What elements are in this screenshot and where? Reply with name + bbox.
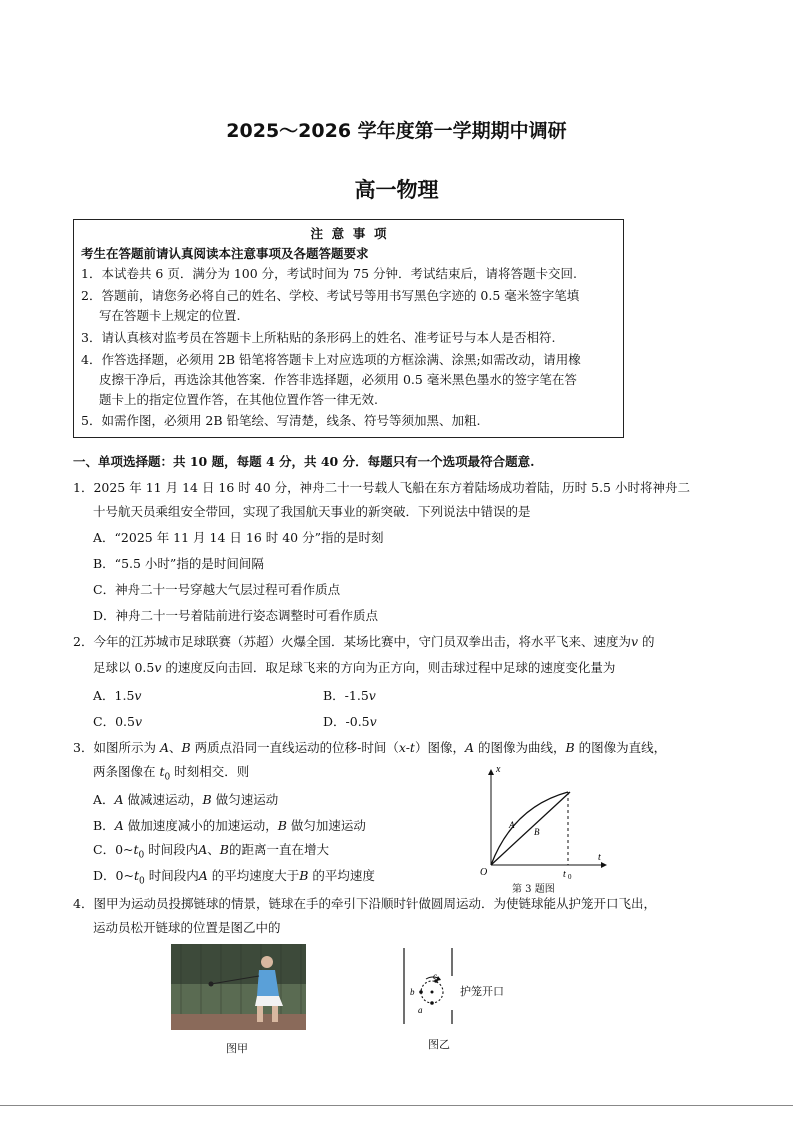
q2-stem: 2．今年的江苏城市足球联赛（苏超）火爆全国．某场比赛中，守门员双拳出击，将水平飞来、速度为v 的 [73, 634, 655, 649]
notice-item: 1．本试卷共 6 页．满分为 100 分，考试时间为 75 分钟．考试结束后，请将答题卡交回. [81, 266, 577, 281]
section-heading: 一、单项选择题：共 10 题，每题 4 分，共 40 分．每题只有一个选项最符合题意. [73, 454, 535, 469]
label-c: c [433, 971, 437, 981]
q3-option-a: A．A 做减速运动，B 做匀速运动 [93, 792, 279, 807]
q3-stem: 3．如图所示为 A、B 两质点沿同一直线运动的位移-时间（x-t）图像，A 的图像为曲线，B 的图像为直线， [73, 740, 667, 755]
notice-item: 题卡上的指定位置作答，在其他位置作答一律无效. [99, 392, 378, 407]
center-point [431, 991, 434, 994]
q2-option-c: C．0.5v [93, 714, 143, 729]
notice-item: 3．请认真核对监考员在答题卡上所粘贴的条形码上的姓名、准考证号与本人是否相符. [81, 330, 556, 345]
q3-xt-graph [478, 762, 618, 894]
exam-title: 2025～2026 学年度第一学期期中调研 [226, 120, 567, 142]
q1-option-d: D．神舟二十一号着陆前进行姿态调整时可看作质点 [93, 608, 379, 623]
q3-option-c: C．$0\sim t_0$ 时间段内A、B的距离一直在增大 [93, 842, 329, 861]
q2-stem: 足球以 0.5v 的速度反向击回．取足球飞来的方向为正方向，则击球过程中足球的速度变化量为 [93, 660, 616, 675]
q2-option-d: D．-0.5v [323, 714, 377, 729]
q1-option-a: A．“2025 年 11 月 14 日 16 时 40 分”指的是时刻 [93, 530, 384, 545]
page-bottom-rule [0, 1105, 793, 1106]
y-axis-label: x [496, 764, 501, 775]
subject-title: 高一物理 [354, 178, 439, 202]
notice-subheading: 考生在答题前请认真阅读本注意事项及各题答题要求 [81, 246, 369, 261]
figure-a-caption: 图甲 [226, 1042, 248, 1055]
q1-stem: 十号航天员乘组安全带回，实现了我国航天事业的新突破．下列说法中错误的是 [93, 504, 531, 519]
notice-item: 写在答题卡上规定的位置. [99, 308, 241, 323]
q4-stem: 4．图甲为运动员投掷链球的情景，链球在手的牵引下沿顺时针做圆周运动．为使链球能从护笼开口飞出， [73, 896, 656, 911]
notice-item: 5．如需作图，必须用 2B 铅笔绘、写清楚，线条、符号等须加黑、加粗. [81, 413, 481, 428]
line-b-label: B [534, 827, 540, 837]
q3-figure-caption: 第 3 题图 [512, 884, 555, 895]
notice-heading: 注 意 事 项 [310, 226, 387, 241]
curve-a-label: A [509, 820, 515, 830]
x-axis-label: t [598, 852, 601, 863]
cage-opening-label: 护笼开口 [460, 985, 504, 998]
origin-label: O [480, 867, 488, 878]
hammer-throw-photo [171, 944, 306, 1030]
q2-option-b: B．-1.5v [323, 688, 376, 703]
point-b [419, 990, 423, 994]
label-b: b [410, 987, 415, 997]
point-a [430, 1001, 434, 1005]
figure-b-caption: 图乙 [428, 1038, 450, 1051]
t0-label: t [563, 869, 566, 880]
notice-item: 2．答题前，请您务必将自己的姓名、学校、考试号等用书写黑色字迹的 0.5 毫米签字笔填 [81, 288, 580, 303]
notice-item: 4．作答选择题，必须用 2B 铅笔将答题卡上对应选项的方框涂满、涂黑;如需改动，请用橡 [81, 352, 581, 367]
line-b [491, 792, 570, 865]
q3-stem: 两条图像在 $t_0$ 时刻相交．则 [93, 764, 250, 783]
q1-option-b: B．“5.5 小时”指的是时间间隔 [93, 556, 264, 571]
label-a: a [418, 1005, 423, 1015]
q1-option-c: C．神舟二十一号穿越大气层过程可看作质点 [93, 582, 341, 597]
q2-option-a: A．1.5v [93, 688, 142, 703]
q3-option-d: D．$0\sim t_0$ 时间段内A 的平均速度大于B 的平均速度 [93, 868, 375, 887]
q4-stem: 运动员松开链球的位置是图乙中的 [93, 920, 281, 935]
notice-item: 皮擦干净后，再选涂其他答案．作答非选择题，必须用 0.5 毫米黑色墨水的签字笔在答 [99, 372, 577, 387]
t0-subscript: 0 [568, 873, 572, 881]
hammer-throw-illustration [171, 944, 306, 1030]
q1-stem: 1．2025 年 11 月 14 日 16 时 40 分，神舟二十一号载人飞船在东方着陆场成功着陆，历时 5.5 小时将神舟二 [73, 480, 690, 495]
q3-option-b: B．A 做加速度减小的加速运动，B 做匀加速运动 [93, 818, 366, 833]
